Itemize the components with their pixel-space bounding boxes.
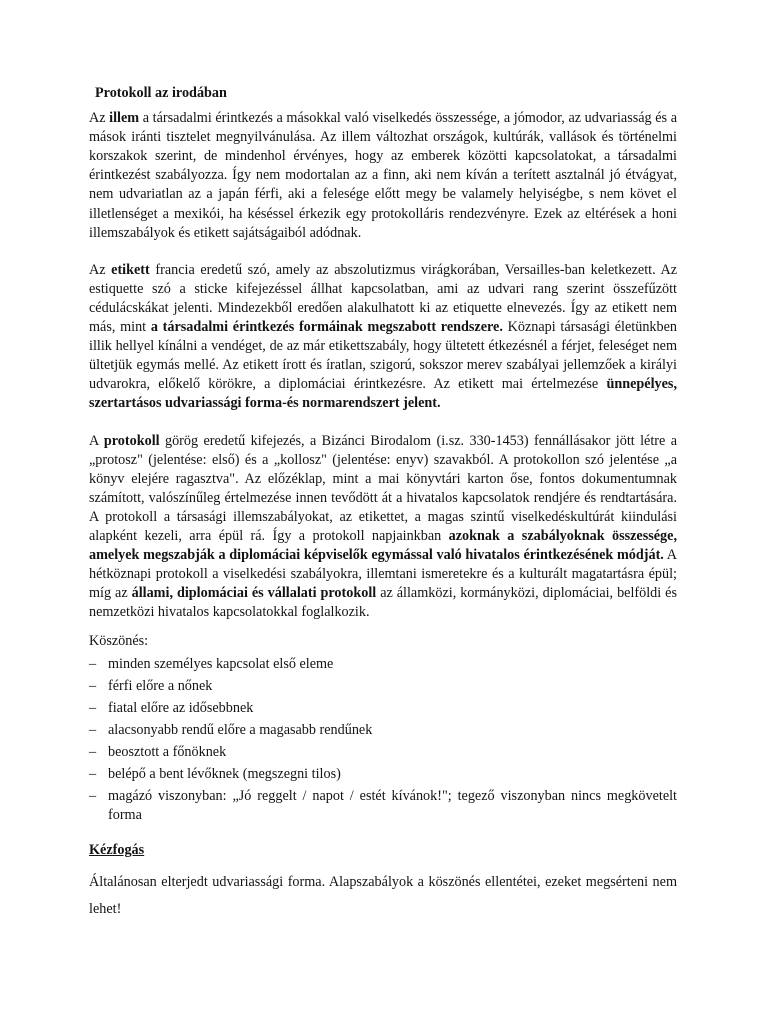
bold-term-illem: illem	[109, 110, 140, 127]
list-item	[89, 787, 677, 825]
list-item	[89, 721, 677, 740]
list-item	[89, 765, 677, 784]
text-span: Az	[89, 261, 112, 278]
list-item-text: férfi előre a nőnek	[108, 677, 213, 694]
dash-bullet: –	[89, 655, 97, 672]
document-page	[89, 84, 677, 923]
list-item	[89, 743, 677, 762]
list-item-text: fiatal előre az idősebbnek	[108, 699, 254, 716]
paragraph-illem	[89, 109, 677, 243]
list-item	[89, 699, 677, 718]
text-span: a társadalmi érintkezés a másokkal való viselkedés összessége, a jómodor, az udvariasság és a mások iránti tisztelet megnyilvánulása. Az illem változhat országok, kultúrák, vallások és történelmi korszakok szerint, de mindenhol érvényes, hogy az emberek közötti kapcsolatokat, a társadalmi érintkezést szabályozza. Így nem modortalan az a finn, aki nem kíván a terített asztalnál jó étvágyat, nem udvariatlan az a japán férfi, aki a felesége előtt megy be valamely helyiségbe, s nem követ el illetlenséget a mexikói, ha késéssel érkezik egy protokolláris rendezvényre. Ezek az eltérések a honi illemszabályok és etikett sajátságaiból adódnak.	[89, 110, 677, 241]
bold-phrase: állami, diplomáciai és vállalati protokoll	[131, 585, 377, 602]
text-span: Az	[89, 110, 110, 127]
dash-bullet: –	[89, 743, 97, 760]
bold-phrase: a társadalmi érintkezés formáinak megszabott rendszere.	[150, 319, 503, 336]
bold-phrase: ünnepélyes, szertartásos udvariassági forma-és normarendszert jelent.	[89, 376, 677, 412]
text-span: Köznapi társasági életünkben illik hellyel kínálni a vendéget, de az már etikettszabály, hogy ültetett étkezésnél a férjet, feleséget nem ültetjük egymás mellé. Az etikett írott és íratlan, szigorú, sokszor merev szabályai jellemzőek a királyi udvarokra, előkelő körökre, a diplomáciai érintkezésre. Az etikett mai értelmezése	[89, 319, 677, 393]
text-span: görög eredetű kifejezés, a Bizánci Birodalom (i.sz. 330-1453) fennállásakor jött létre a „protosz" (jelentése: első) és a „kollosz" (jelentése: enyv) szavakból. A protokollon szó jelentése „a könyv elejére ragasztva". Az előzéklap, mint a mai könyvtári karton őse, fontos dokumentumnak számított, valószínűleg értelmezése innen tevődött át a hivatalos kapcsolatok rendjére és rendtartására. A protokoll a társasági illemszabályokat, az etikettet, a magas szintű viselkedéskultúrát kiindulási alapként kezeli, arra épül rá. Így a protokoll napjainkban	[89, 432, 678, 544]
list-item	[89, 677, 677, 696]
list-item-text: magázó viszonyban: „Jó reggelt / napot / estét kívánok!"; tegező viszonyban nincs megkövetelt forma	[108, 788, 677, 824]
bold-term-etikett: etikett	[111, 261, 150, 278]
bold-term-protokoll: protokoll	[103, 432, 160, 449]
dash-bullet: –	[89, 677, 97, 694]
list-item-text: beosztott a főnöknek	[108, 743, 227, 760]
list-item	[89, 655, 677, 674]
list-item-text: alacsonyabb rendű előre a magasabb rendűnek	[108, 721, 373, 738]
paragraph-protokoll	[89, 432, 677, 623]
paragraph-etikett	[89, 261, 677, 414]
bold-phrase: azoknak a szabályoknak összessége, amelyek megszabják a diplomáciai képviselők egymással való hivatalos érintkezésének módját.	[89, 527, 677, 564]
dash-bullet: –	[89, 766, 97, 782]
kezfogas-heading: Kézfogás	[89, 842, 145, 859]
dash-bullet: –	[89, 699, 97, 716]
list-item-text: minden személyes kapcsolat első eleme	[108, 655, 334, 672]
dash-bullet: –	[89, 788, 97, 805]
koszones-list	[89, 655, 677, 826]
document-title: Protokoll az irodában	[95, 85, 227, 101]
text-span: A hétköznapi protokoll a viselkedési szabályokra, illemtani ismeretekre és a kulturált magatartásra épül; míg az	[89, 547, 677, 602]
list-item-text: belépő a bent lévőknek (megszegni tilos)	[108, 766, 341, 782]
paragraph-kezfogas: Általánosan elterjedt udvariassági forma. Alapszabályok a köszönés ellentétei, ezeket megsérteni nem lehet!	[89, 874, 677, 918]
dash-bullet: –	[89, 721, 97, 738]
koszones-heading: Köszönés:	[89, 633, 149, 650]
text-span: az államközi, kormányközi, diplomáciai, belföldi és nemzetközi hivatalos kapcsolatokkal foglalkozik.	[89, 585, 677, 621]
text-span: A	[89, 432, 104, 449]
text-span: francia eredetű szó, amely az abszolutizmus virágkorában, Versailles-ban keletkezett. Az estiquette szó a sticke kifejezéssel állhat kapcsolatban, ami az udvari rang szerint összefűzött cédulácskákat jelenti. Mindezekből eredően alakulhatott ki az etiquette elnevezés. Így az etikett nem más, mint	[89, 261, 677, 336]
